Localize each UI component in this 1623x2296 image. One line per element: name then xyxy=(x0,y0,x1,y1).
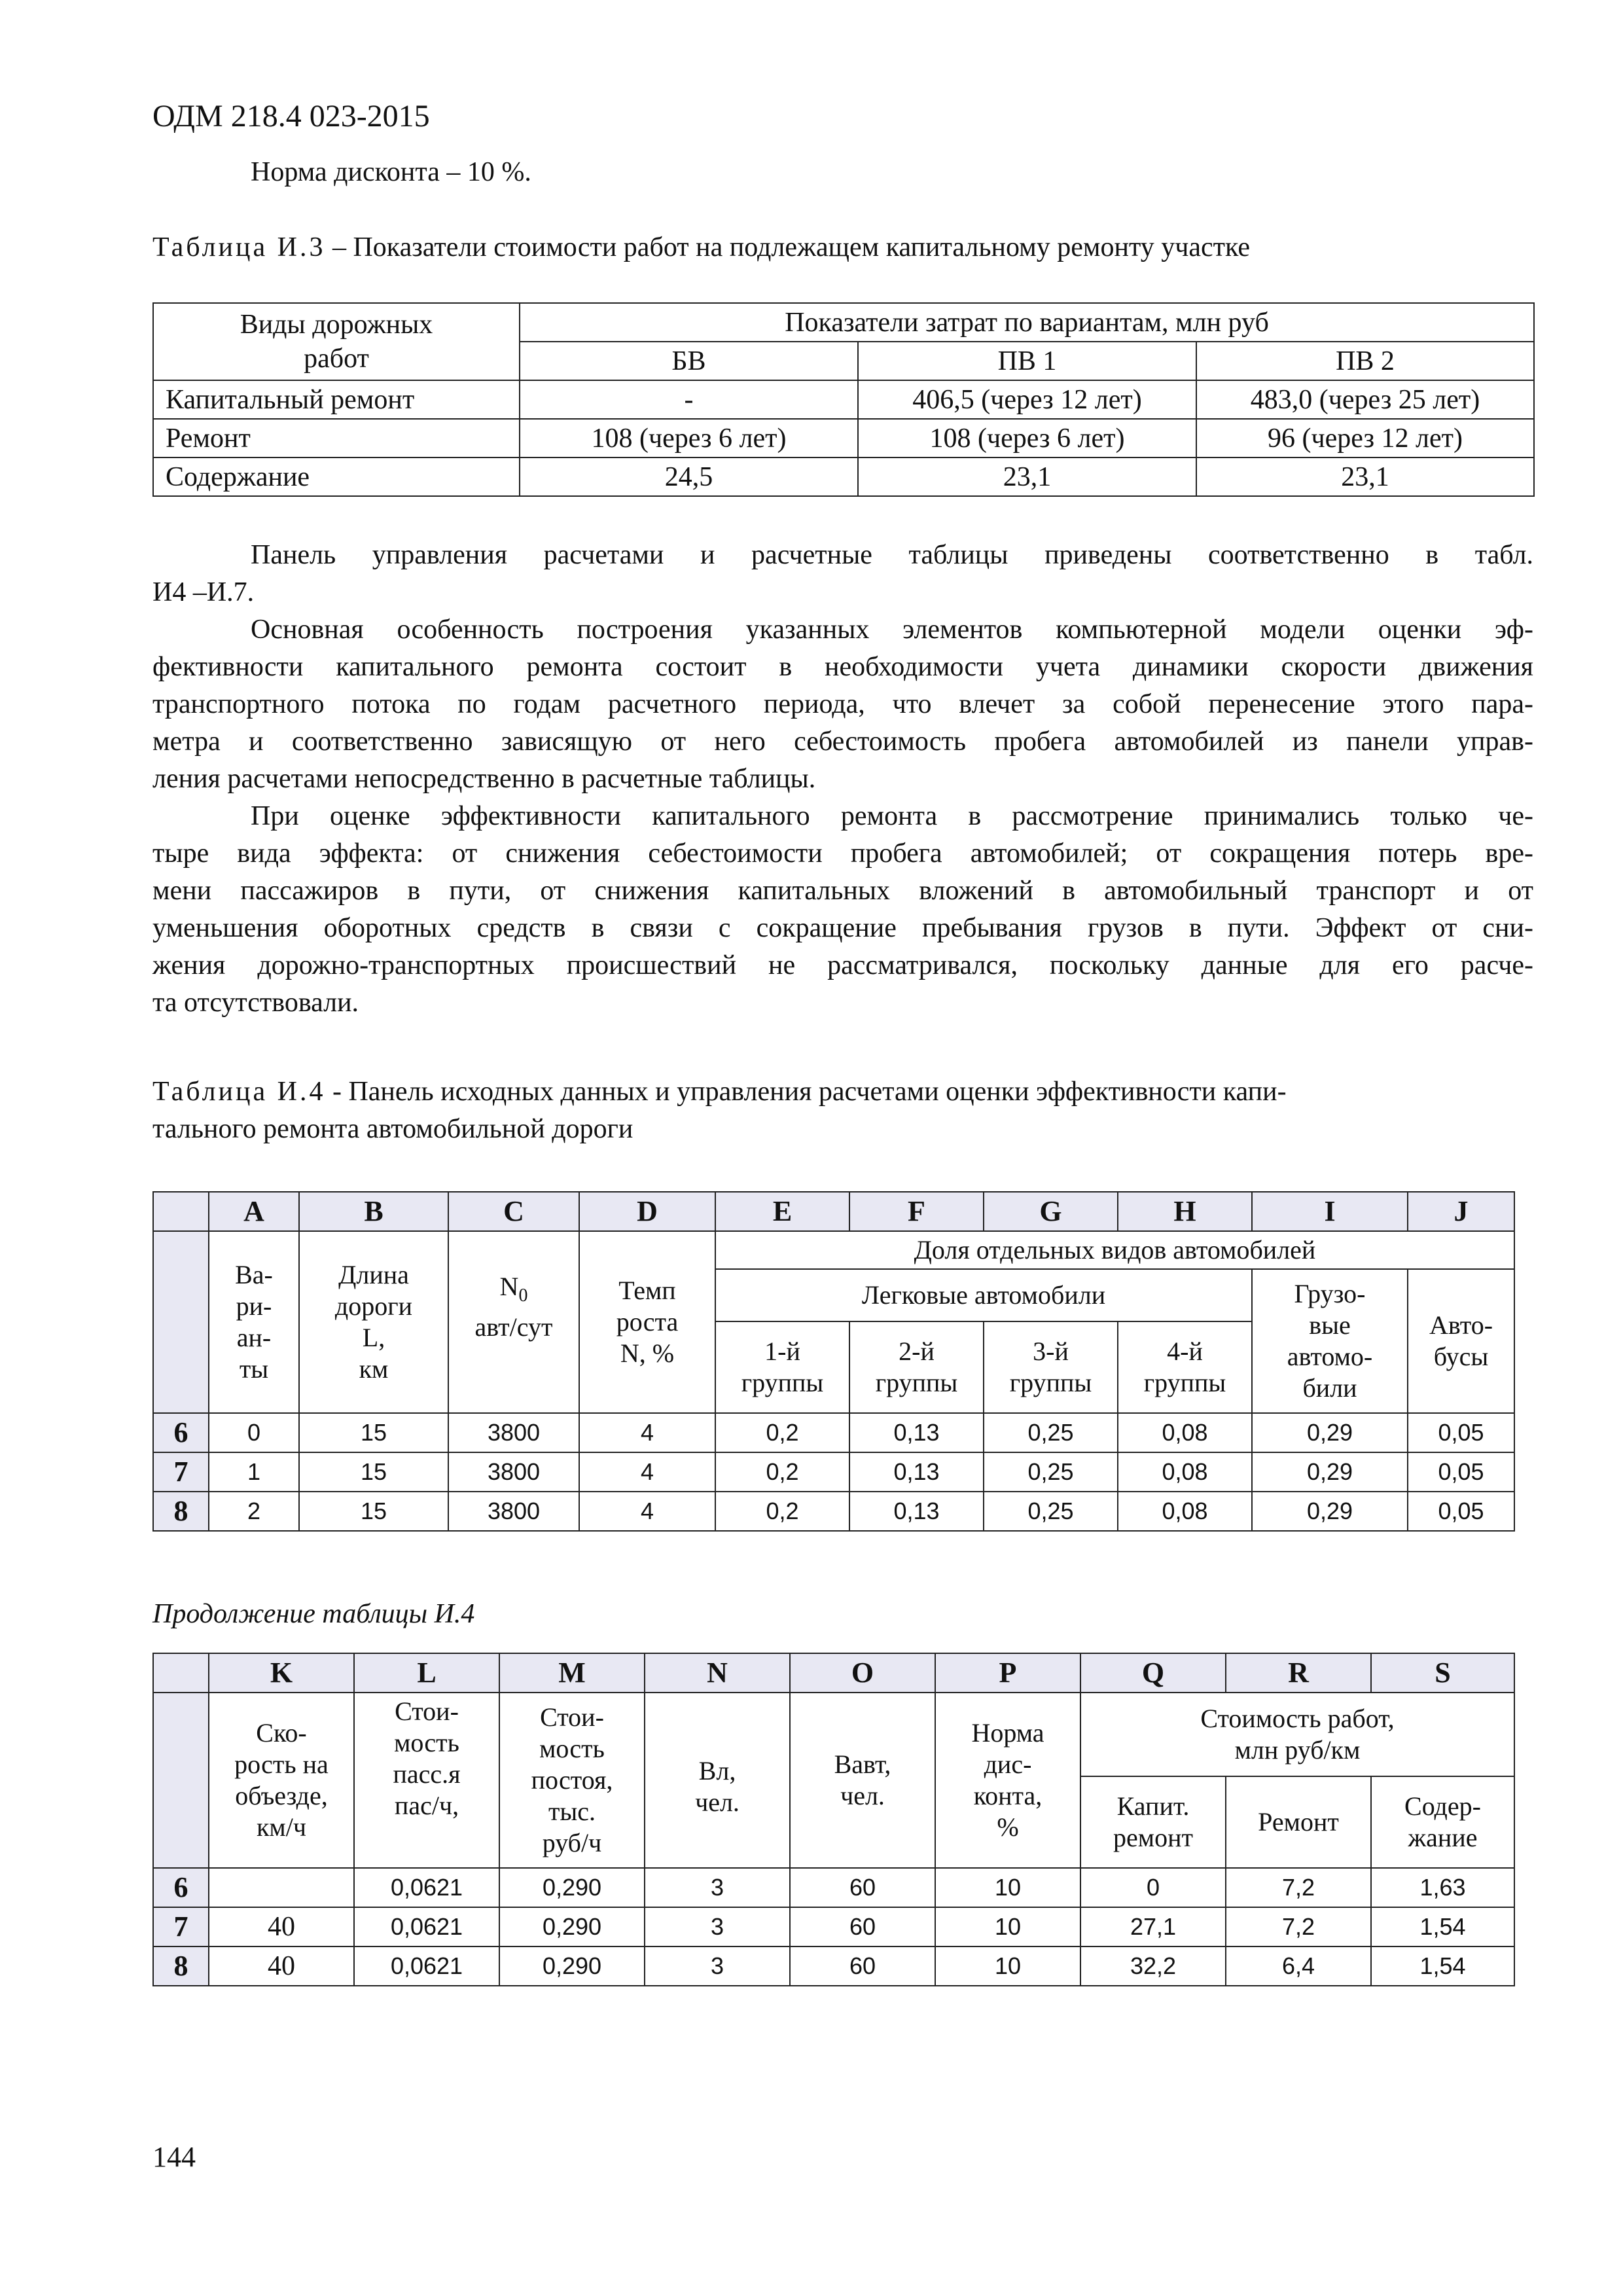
paragraph-2-line: метра и соответственно зависящую от него себестоимость пробега автомобилей из панели управ- xyxy=(152,726,1533,757)
head-line: Длина xyxy=(338,1260,409,1289)
table3-variant-bv: БВ xyxy=(520,342,858,380)
table3-head-work-type-line1: Виды дорожных xyxy=(240,310,433,340)
table4b-col-letter: P xyxy=(935,1653,1080,1693)
table4-cell: 0 xyxy=(209,1413,299,1452)
table4-col-letter: G xyxy=(984,1192,1118,1231)
table4-cell: 0,13 xyxy=(849,1492,984,1531)
table4b-head-vl xyxy=(645,1693,790,1868)
table-row xyxy=(153,419,1534,457)
table4b-cell: 0,290 xyxy=(499,1907,645,1946)
table3-cell: 483,0 (через 25 лет) xyxy=(1196,380,1534,419)
table4-head-cars: Легковые автомобили xyxy=(715,1269,1252,1321)
table-row xyxy=(153,1907,1514,1946)
table4-cell: 0,25 xyxy=(984,1413,1118,1452)
table4b-cell: 0,0621 xyxy=(354,1868,499,1907)
head-line: мость xyxy=(394,1728,459,1757)
table4-cell: 4 xyxy=(579,1452,715,1492)
paragraph-3-line: жения дорожно-транспортных происшествий не рассматривался, поскольку данные для его расче- xyxy=(152,950,1533,980)
head-line: L, xyxy=(362,1323,385,1352)
table4-cell: 0,05 xyxy=(1408,1413,1514,1452)
table3-head-group: Показатели затрат по вариантам, млн руб xyxy=(520,303,1534,342)
table4-head-vehicle-share: Доля отдельных видов автомобилей xyxy=(715,1231,1514,1269)
head-line: тыс. xyxy=(548,1797,596,1826)
table4b-row-number-blank xyxy=(153,1693,209,1868)
table4b-cell: 60 xyxy=(790,1946,935,1986)
head-line: Авто- xyxy=(1429,1310,1493,1340)
head-n0-subscript: 0 xyxy=(518,1285,528,1306)
table4b-cell: 1,54 xyxy=(1371,1907,1514,1946)
table4-head-car-group-4 xyxy=(1118,1321,1252,1413)
paragraph-3-line: уменьшения оборотных средств в связи с сокращение пребывания грузов в пути. Эффект от сни- xyxy=(152,913,1533,943)
head-line: Капит. xyxy=(1116,1791,1190,1821)
table4-row-number: 8 xyxy=(153,1492,209,1531)
table4b-col-letter: O xyxy=(790,1653,935,1693)
table4-head-trucks xyxy=(1252,1269,1408,1413)
table4-cell: 0,2 xyxy=(715,1492,849,1531)
paragraph-1-line-1: Панель управления расчетами и расчетные таблицы приведены соответственно в табл. xyxy=(251,540,1533,570)
document-code: ОДМ 218.4 023-2015 xyxy=(152,99,430,134)
table4b-cell: 0,290 xyxy=(499,1868,645,1907)
table4-cell: 0,08 xyxy=(1118,1492,1252,1531)
head-line: руб/ч xyxy=(542,1828,602,1857)
table4b-head-discount xyxy=(935,1693,1080,1868)
head-line: объезде, xyxy=(235,1781,328,1810)
head-line: группы xyxy=(741,1368,824,1397)
head-line: 2-й xyxy=(899,1336,935,1366)
table4-col-letter: A xyxy=(209,1192,299,1231)
table3-row-label: Капитальный ремонт xyxy=(153,380,520,419)
table4b-head-vavt xyxy=(790,1693,935,1868)
table4-cell: 0,25 xyxy=(984,1492,1118,1531)
table4b-cell: 10 xyxy=(935,1907,1080,1946)
table4-caption xyxy=(152,1073,1533,1148)
head-line: ты xyxy=(239,1354,269,1384)
table4-cell: 0,2 xyxy=(715,1452,849,1492)
table4b-corner xyxy=(153,1653,209,1693)
paragraph-2 xyxy=(152,611,1533,1022)
table4b-cell: 1,54 xyxy=(1371,1946,1514,1986)
table4b-head-pass-cost xyxy=(354,1693,499,1868)
head-line: ри- xyxy=(236,1291,272,1321)
head-line: 1-й xyxy=(764,1336,800,1366)
head-n0-symbol: N xyxy=(499,1272,519,1301)
table3-cell: 108 (через 6 лет) xyxy=(520,419,858,457)
table4-col-letter: C xyxy=(448,1192,579,1231)
table4b-cell: 3 xyxy=(645,1946,790,1986)
head-line: постоя, xyxy=(531,1765,613,1795)
table-row xyxy=(153,457,1534,496)
head-line: Стои- xyxy=(395,1696,459,1726)
paragraph-3-line: та отсутствовали. xyxy=(152,988,359,1018)
paragraph-2-line: ления расчетами непосредственно в расчетные таблицы. xyxy=(152,764,816,794)
table4b-row-number: 8 xyxy=(153,1946,209,1986)
head-line: 3-й xyxy=(1033,1336,1069,1366)
table4b-row-number: 7 xyxy=(153,1907,209,1946)
table4-cell: 1 xyxy=(209,1452,299,1492)
head-line: Содер- xyxy=(1404,1791,1481,1821)
table3-variant-pv2: ПВ 2 xyxy=(1196,342,1534,380)
discount-rate-line: Норма дисконта – 10 %. xyxy=(251,157,531,187)
table4b-cell: 3 xyxy=(645,1868,790,1907)
table4-cell: 0,29 xyxy=(1252,1492,1408,1531)
table4-caption-line2: тального ремонта автомобильной дороги xyxy=(152,1114,633,1144)
table3-work-costs xyxy=(152,302,1535,497)
table3-cell: 108 (через 6 лет) xyxy=(858,419,1196,457)
table4-cell: 0,08 xyxy=(1118,1413,1252,1452)
head-line: км xyxy=(359,1354,389,1384)
table4-col-letter: D xyxy=(579,1192,715,1231)
table4-cell: 0,29 xyxy=(1252,1413,1408,1452)
head-line: роста xyxy=(616,1307,679,1336)
table4b-head-idle-cost xyxy=(499,1693,645,1868)
table-row xyxy=(153,1413,1514,1452)
table4b-cell: 0,0621 xyxy=(354,1946,499,1986)
table4-col-letter: E xyxy=(715,1192,849,1231)
paragraph-2-line: Основная особенность построения указанных элементов компьютерной модели оценки эф- xyxy=(251,615,1533,645)
table-row xyxy=(153,1868,1514,1907)
table4-caption-label: Таблица И.4 xyxy=(152,1077,326,1107)
table4-col-letter: F xyxy=(849,1192,984,1231)
table3-cell: 24,5 xyxy=(520,457,858,496)
table4-cell: 0,13 xyxy=(849,1413,984,1452)
table4-row-number-blank xyxy=(153,1231,209,1413)
table4b-col-letter: R xyxy=(1226,1653,1371,1693)
table4b-cell: 7,2 xyxy=(1226,1868,1371,1907)
table3-caption xyxy=(152,229,1533,266)
table4b-cell: 10 xyxy=(935,1946,1080,1986)
table4-head-buses xyxy=(1408,1269,1514,1413)
head-line: группы xyxy=(1009,1368,1092,1397)
table4-cell: 0,29 xyxy=(1252,1452,1408,1492)
table4-cell: 0,2 xyxy=(715,1413,849,1452)
head-line: чел. xyxy=(695,1787,740,1817)
head-line: Вавт, xyxy=(834,1749,891,1779)
table4-cell: 2 xyxy=(209,1492,299,1531)
table4b-head-cost-group xyxy=(1080,1693,1514,1776)
head-line: % xyxy=(997,1812,1019,1842)
table4b-col-letter: Q xyxy=(1080,1653,1226,1693)
table4b-cell: 7,2 xyxy=(1226,1907,1371,1946)
table4-col-letter: H xyxy=(1118,1192,1252,1231)
table3-head-work-type-line2: работ xyxy=(304,344,369,374)
table4-row-number: 6 xyxy=(153,1413,209,1452)
head-line: рость на xyxy=(234,1749,329,1779)
table4b-row-number: 6 xyxy=(153,1868,209,1907)
table4b-cell: 27,1 xyxy=(1080,1907,1226,1946)
table3-row-label: Ремонт xyxy=(153,419,520,457)
table4-head-n0 xyxy=(448,1231,579,1413)
head-line: N, % xyxy=(620,1338,675,1368)
table4-cell: 15 xyxy=(299,1452,448,1492)
table4b-cell: 0 xyxy=(1080,1868,1226,1907)
table4-head-car-group-3 xyxy=(984,1321,1118,1413)
table4b-cell: 6,4 xyxy=(1226,1946,1371,1986)
head-line: пас/ч, xyxy=(394,1791,459,1820)
head-line: Вл, xyxy=(698,1756,736,1785)
head-line: 4-й xyxy=(1167,1336,1203,1366)
head-line: ан- xyxy=(236,1323,272,1352)
head-line: дороги xyxy=(334,1291,413,1321)
table-row xyxy=(153,1946,1514,1986)
head-n0-unit: авт/сут xyxy=(474,1312,553,1342)
head-line: чел. xyxy=(840,1781,885,1810)
table4b-cell: 60 xyxy=(790,1907,935,1946)
table4-cell: 15 xyxy=(299,1492,448,1531)
head-line: конта, xyxy=(973,1781,1043,1810)
table3-cell: 406,5 (через 12 лет) xyxy=(858,380,1196,419)
paragraph-2-line: фективности капитального ремонта состоит в необходимости учета динамики скорости движения xyxy=(152,652,1533,682)
table3-variant-pv1: ПВ 1 xyxy=(858,342,1196,380)
table3-caption-text: – Показатели стоимости работ на подлежащем капитальному ремонту участке xyxy=(325,232,1251,262)
table4b-col-letter: K xyxy=(209,1653,354,1693)
head-line: мость xyxy=(539,1734,605,1763)
table4-cell: 4 xyxy=(579,1492,715,1531)
head-line: автомо- xyxy=(1287,1342,1373,1371)
table4b-cell: 32,2 xyxy=(1080,1946,1226,1986)
table4b-col-letter: M xyxy=(499,1653,645,1693)
table4-cell: 0,08 xyxy=(1118,1452,1252,1492)
table3-head-work-type xyxy=(153,303,520,380)
table4-col-letter: J xyxy=(1408,1192,1514,1231)
head-line: бусы xyxy=(1433,1342,1489,1371)
table3-cell: 23,1 xyxy=(858,457,1196,496)
table4b-col-letter: L xyxy=(354,1653,499,1693)
paragraph-3-line: тыре вида эффекта: от снижения себестоимости пробега автомобилей; от сокращения потерь вре- xyxy=(152,838,1533,869)
paragraph-3-line: мени пассажиров в пути, от снижения капитальных вложений в автомобильный транспорт и от xyxy=(152,876,1533,906)
table4-cell: 3800 xyxy=(448,1452,579,1492)
head-line: Темп xyxy=(618,1276,676,1305)
head-line: Стоимость работ, xyxy=(1200,1704,1395,1733)
table4b-head-capital xyxy=(1080,1776,1226,1868)
table4b-head-maintenance xyxy=(1371,1776,1514,1868)
page-number: 144 xyxy=(152,2141,196,2173)
table4b-cell xyxy=(209,1868,354,1907)
table4-head-car-group-1 xyxy=(715,1321,849,1413)
table4-cell: 0,25 xyxy=(984,1452,1118,1492)
table4b-cell: 1,63 xyxy=(1371,1868,1514,1907)
table4b-cell: 0,0621 xyxy=(354,1907,499,1946)
table3-cell: 23,1 xyxy=(1196,457,1534,496)
table4-cell: 4 xyxy=(579,1413,715,1452)
table4b-col-letter: S xyxy=(1371,1653,1514,1693)
table4b-col-letter: N xyxy=(645,1653,790,1693)
table-row xyxy=(153,380,1534,419)
head-line: вые xyxy=(1309,1310,1351,1340)
table3-caption-label: Таблица И.3 xyxy=(152,232,326,262)
head-line: ремонт xyxy=(1113,1823,1193,1852)
table4-head-variants xyxy=(209,1231,299,1413)
table-row xyxy=(153,1452,1514,1492)
table4-caption-line1: - Панель исходных данных и управления расчетами оценки эффективности капи- xyxy=(325,1077,1287,1107)
table4b-cell: 40 xyxy=(209,1907,354,1946)
head-line: Грузо- xyxy=(1294,1279,1366,1308)
head-line: группы xyxy=(1143,1368,1226,1397)
head-line: пасс.я xyxy=(393,1759,461,1789)
table4-cell: 0,13 xyxy=(849,1452,984,1492)
table4-continuation-caption: Продолжение таблицы И.4 xyxy=(152,1599,475,1629)
head-line: Стои- xyxy=(540,1702,604,1732)
table4-col-letter: I xyxy=(1252,1192,1408,1231)
table4-cell: 3800 xyxy=(448,1492,579,1531)
head-line: били xyxy=(1302,1373,1357,1403)
table3-cell: - xyxy=(520,380,858,419)
table4b-cell: 10 xyxy=(935,1868,1080,1907)
table4b-head-speed xyxy=(209,1693,354,1868)
table4-row-number: 7 xyxy=(153,1452,209,1492)
head-line: Норма xyxy=(971,1718,1044,1748)
paragraph-1-line-2: И4 –И.7. xyxy=(152,577,255,607)
head-line: км/ч xyxy=(257,1812,306,1842)
paragraph-2-line: транспортного потока по годам расчетного периода, что влечет за собой перенесение этого пара- xyxy=(152,689,1533,719)
table4-cell: 0,05 xyxy=(1408,1492,1514,1531)
table4-continuation xyxy=(152,1653,1515,1986)
table4b-head-repair: Ремонт xyxy=(1226,1776,1371,1868)
table3-row-label: Содержание xyxy=(153,457,520,496)
table4-col-letter: B xyxy=(299,1192,448,1231)
head-line: жание xyxy=(1408,1823,1478,1852)
table4-cell: 15 xyxy=(299,1413,448,1452)
head-line: млн руб/км xyxy=(1234,1735,1361,1765)
table-row xyxy=(153,1492,1514,1531)
head-line: дис- xyxy=(984,1749,1032,1779)
table4-input-panel xyxy=(152,1191,1515,1532)
table4-head-length xyxy=(299,1231,448,1413)
table3-cell: 96 (через 12 лет) xyxy=(1196,419,1534,457)
table4-cell: 0,05 xyxy=(1408,1452,1514,1492)
table4-cell: 3800 xyxy=(448,1413,579,1452)
paragraph-3-line: При оценке эффективности капитального ремонта в рассмотрение принимались только че- xyxy=(251,801,1533,831)
table4-head-car-group-2 xyxy=(849,1321,984,1413)
table4b-cell: 0,290 xyxy=(499,1946,645,1986)
table4b-cell: 3 xyxy=(645,1907,790,1946)
table4b-cell: 60 xyxy=(790,1868,935,1907)
table4b-cell: 40 xyxy=(209,1946,354,1986)
head-line: Ва- xyxy=(235,1260,273,1289)
table4-corner xyxy=(153,1192,209,1231)
table4-head-growth xyxy=(579,1231,715,1413)
head-line: Ско- xyxy=(256,1718,307,1748)
head-line: группы xyxy=(875,1368,958,1397)
